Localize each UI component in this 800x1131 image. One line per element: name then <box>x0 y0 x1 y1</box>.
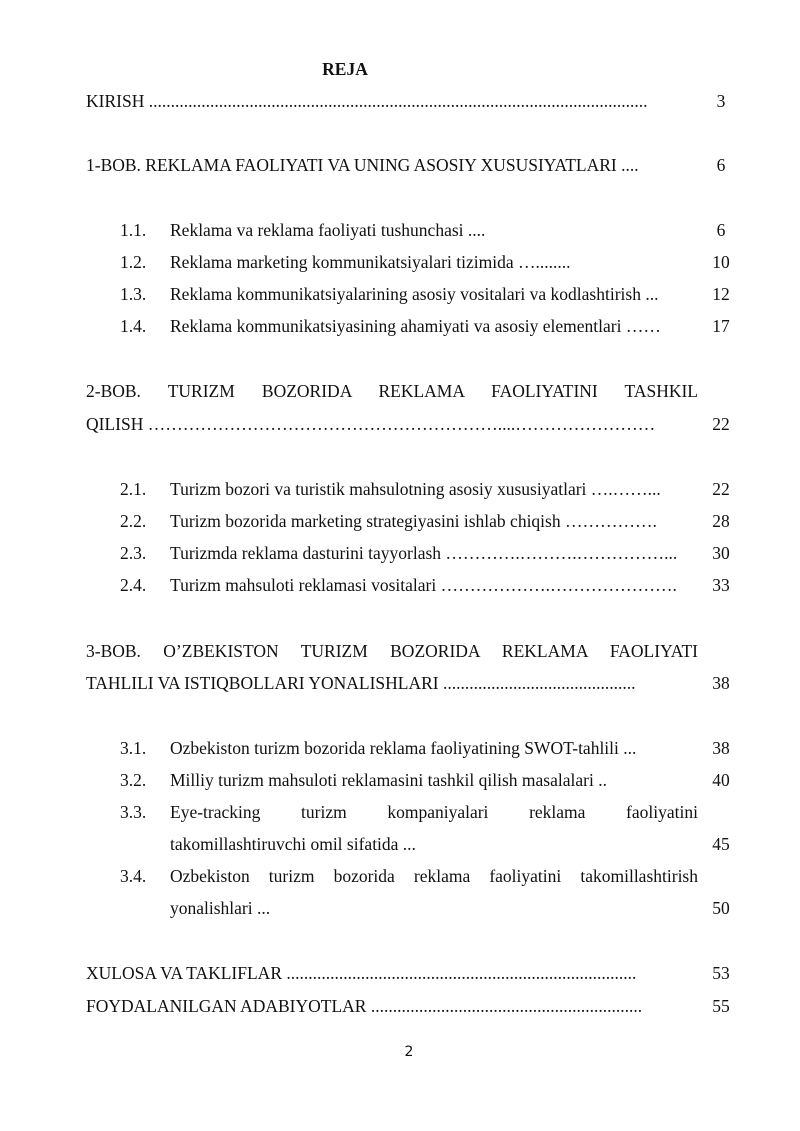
toc-section-title: Reklama va reklama faoliyati tushunchasi .... <box>170 220 486 240</box>
page-title: REJA <box>322 59 368 79</box>
toc-section-page: 22 <box>712 479 730 499</box>
toc-adabiyotlar: FOYDALANILGAN ADABIYOTLAR .............................................................. <box>86 996 643 1016</box>
toc-chapter-2-line-2: QILISH ……………………………………………………....…………………… <box>86 414 656 434</box>
toc-chapter-1: 1-BOB. REKLAMA FAOLIYATI VA UNING ASOSIY XUSUSIYATLARI .... <box>86 155 639 175</box>
toc-adabiyotlar-page: 55 <box>712 996 730 1016</box>
toc-chapter-3-line-1: 3-BOB. O’ZBEKISTON TURIZM BOZORIDA REKLAMA FAOLIYATI <box>86 641 698 661</box>
toc-section-title-line-1: Eye-tracking turizm kompaniyalari reklama faoliyatini <box>170 802 698 822</box>
toc-section-page: 12 <box>712 284 730 304</box>
toc-section-title-line-2: yonalishlari ... <box>170 898 271 918</box>
toc-section-title: Reklama marketing kommunikatsiyalari tizimida …........ <box>170 252 571 272</box>
toc-section-page: 10 <box>712 252 730 272</box>
page-number: 2 <box>404 1044 414 1060</box>
toc-section-title: Turizm bozorida marketing strategiyasini ishlab chiqish ……………. <box>170 511 657 531</box>
toc-section-page: 38 <box>712 738 730 758</box>
toc-xulosa-page: 53 <box>712 963 730 983</box>
toc-section-title: Milliy turizm mahsuloti reklamasini tashkil qilish masalalari .. <box>170 770 607 790</box>
toc-chapter-3-page: 38 <box>712 673 730 693</box>
toc-section-title: Ozbekiston turizm bozorida reklama faoliyatining SWOT-tahlili ... <box>170 738 637 758</box>
toc-section-page: 50 <box>712 898 730 918</box>
toc-kirish-page: 3 <box>716 91 726 111</box>
toc-chapter-2-page: 22 <box>712 414 730 434</box>
toc-section-page: 33 <box>712 575 730 595</box>
toc-section-number: 1.3. <box>120 284 147 304</box>
toc-section-number: 1.2. <box>120 252 147 272</box>
toc-chapter-2-line-1: 2-BOB. TURIZM BOZORIDA REKLAMA FAOLIYATINI TASHKIL <box>86 381 698 401</box>
toc-section-number: 1.4. <box>120 316 147 336</box>
toc-section-number: 2.1. <box>120 479 147 499</box>
toc-xulosa: XULOSA VA TAKLIFLAR ................................................................................ <box>86 963 637 983</box>
toc-section-title-line-1: Ozbekiston turizm bozorida reklama faoliyatini takomillashtirish <box>170 866 698 886</box>
toc-section-number: 3.4. <box>120 866 147 886</box>
toc-section-title: Turizm bozori va turistik mahsulotning asosiy xususiyatlari ….……... <box>170 479 661 499</box>
toc-section-number: 3.2. <box>120 770 147 790</box>
toc-section-page: 6 <box>716 220 726 240</box>
toc-section-number: 3.1. <box>120 738 147 758</box>
toc-section-number: 2.4. <box>120 575 147 595</box>
toc-section-page: 30 <box>712 543 730 563</box>
toc-section-number: 1.1. <box>120 220 147 240</box>
toc-section-number: 3.3. <box>120 802 147 822</box>
toc-section-title: Turizmda reklama dasturini tayyorlash ………….……….……………... <box>170 543 678 563</box>
toc-section-title: Reklama kommunikatsiyasining ahamiyati va asosiy elementlari …… <box>170 316 661 336</box>
toc-chapter-1-page: 6 <box>716 155 726 175</box>
toc-chapter-3-line-2: TAHLILI VA ISTIQBOLLARI YONALISHLARI ............................................ <box>86 673 636 693</box>
toc-section-title: Reklama kommunikatsiyalarining asosiy vositalari va kodlashtirish ... <box>170 284 659 304</box>
toc-section-page: 28 <box>712 511 730 531</box>
toc-kirish: KIRISH .................................................................................................................. <box>86 91 648 111</box>
toc-section-title: Turizm mahsuloti reklamasi vositalari ……………….…………………. <box>170 575 677 595</box>
toc-section-number: 2.3. <box>120 543 147 563</box>
toc-section-page: 40 <box>712 770 730 790</box>
toc-section-number: 2.2. <box>120 511 147 531</box>
toc-section-title-line-2: takomillashtiruvchi omil sifatida ... <box>170 834 416 854</box>
toc-section-page: 45 <box>712 834 730 854</box>
toc-section-page: 17 <box>712 316 730 336</box>
